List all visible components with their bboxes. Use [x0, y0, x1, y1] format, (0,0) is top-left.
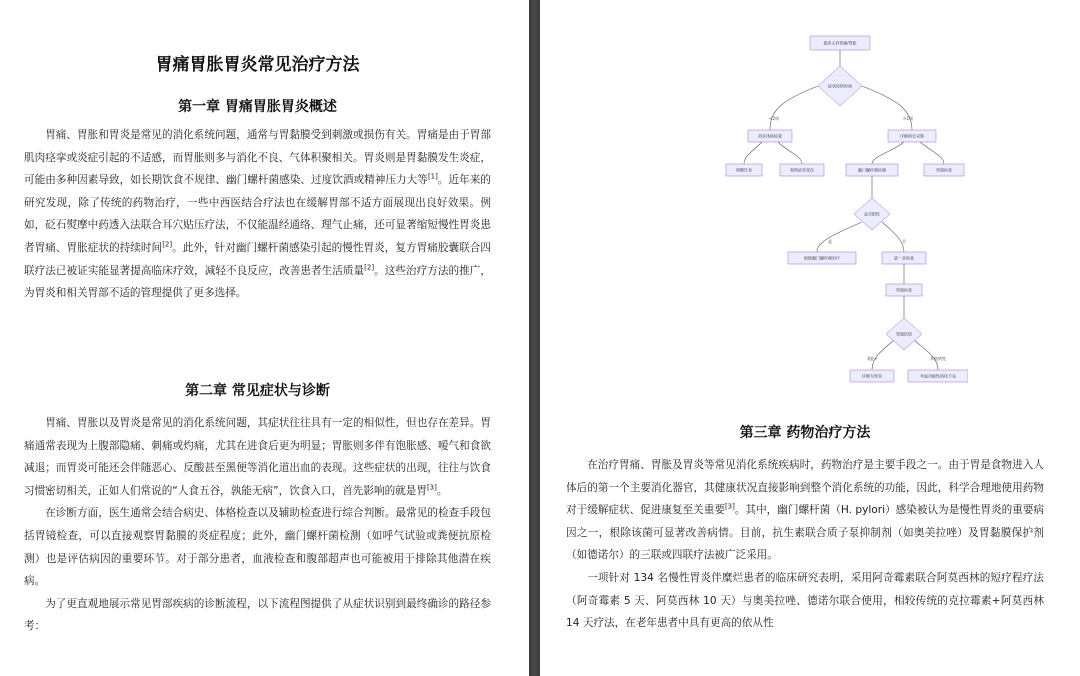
node-label: 症状持续时间 — [828, 83, 852, 89]
flowchart-node-start — [810, 36, 870, 50]
chapter-3 — [566, 422, 1044, 635]
node-label: 患者主诉胃痛/胃胀 — [823, 40, 857, 46]
flowchart-decision-duration — [818, 66, 862, 106]
edge-label: 炎症+ — [866, 356, 878, 361]
text-run: 。近年来的研究发现，除了传统的药物治疗，一些中西医结合疗法也在缓解胃部不适方面展现出良好效果。例如，砭石熨摩中药透入法联合耳穴贴压疗法，不仅能温经通络、理气止痛，还可显著缩短慢性胃炎患者胃痛、胃胀症状的持续时间 — [24, 174, 492, 254]
text-run: 。这些治疗方法的推广，为胃炎和相关胃部不适的管理提供了更多选择。 — [24, 264, 492, 300]
edge-label: 否 — [902, 239, 906, 244]
chapter-2-heading: 第二章 常见症状与诊断 — [185, 383, 330, 399]
flowchart-decision-result — [886, 318, 922, 350]
flowchart-decision-positive — [854, 198, 890, 230]
flowchart-node-further2 — [882, 252, 926, 264]
edge-positive-eradicate — [817, 222, 862, 252]
edge-duration-further — [862, 86, 912, 130]
edge-label: <2周 — [769, 116, 779, 121]
flowchart-node-diet — [726, 164, 762, 176]
edge-duration-initial — [770, 86, 818, 130]
node-label: 幽门螺杆菌检测 — [858, 167, 886, 173]
edge-further-gastroscopy — [920, 142, 944, 164]
flowchart-node-hp-test — [846, 164, 898, 176]
node-label: 是否阳性 — [864, 211, 880, 217]
node-label: 进一步检查 — [894, 255, 914, 261]
edge-label: 是 — [828, 239, 832, 244]
citation-ref[interactable]: [3] — [724, 502, 735, 511]
flowchart-node-initial — [748, 130, 792, 142]
edge-label: 其他病变 — [930, 356, 946, 361]
flowchart-node-observe — [780, 164, 824, 176]
chapter-3-paragraph-1 — [566, 454, 1044, 567]
text-run: 。 — [436, 484, 448, 497]
chapter-2-paragraph-1 — [24, 412, 491, 502]
chapter-3-heading: 第三章 药物治疗方法 — [739, 425, 871, 441]
flowchart-node-diagnose — [850, 370, 894, 382]
chapter-3-paragraph-2: 一项针对 134 名慢性胃炎伴糜烂患者的临床研究表明，采用阿奇霉素联合阿莫西林的短疗程疗法（阿奇霉素 5 天、阿莫西林 10 天）与奥美拉唑、德诺尔联合使用，相较传统的克拉霉素+阿莫西林 14 天疗法，在老年患者中具有更高的依从性 — [566, 571, 1044, 630]
text-run: 胃痛、胃胀以及胃炎是常见的消化系统问题，其症状往往具有一定的相似性，但也存在差异。胃痛通常表现为上腹部隐痛、刺痛或灼痛，尤其在进食后更为明显；胃胀则多伴有饱胀感、嗳气和食欲减退；而胃炎可能还会伴随恶心、反酸甚至黑便等消化道出血的表现。这些症状的出现，往往与饮食习惯密切相关，正如人们常说的“人食五谷，孰能无病”，饮食入口，首先影响的就是胃 — [24, 417, 491, 497]
chapter-2-paragraph-2: 在诊断方面，医生通常会结合病史、体格检查以及辅助检查进行综合判断。最常见的检查手段包括胃镜检查，可以直接观察胃黏膜的炎症程度；此外，幽门螺杆菌检测（如呼气试验或粪便抗原检测）也是评估病因的重要环节。对于部分患者，血液检查和腹部超声也可能被用于排除其他潜在疾病。 — [24, 507, 491, 588]
document-page-left — [0, 0, 529, 676]
text-run: 胃痛、胃胀和胃炎是常见的消化系统问题，通常与胃黏膜受到刺激或损伤有关。胃痛是由于胃部肌肉痉挛或炎症引起的不适感，而胃胀则多与消化不良、气体积聚相关。胃炎则是胃黏膜发生炎症，可能由多种因素导致，如长期饮食不规律、幽门螺杆菌感染、过度饮酒或精神压力大等 — [24, 129, 491, 187]
node-label: 初步体格检查 — [758, 133, 782, 139]
text-run: 。其中，幽门螺杆菌（H. pylori）感染被认为是慢性胃炎的重要病因之一，根除该菌可显著改善病情。目前，抗生素联合质子泵抑制剂（如奥美拉唑）及胃黏膜保护剂（如德诺尔）的三联或四联疗法被广泛采用。 — [566, 504, 1045, 562]
flowchart-node-eradicate — [788, 252, 856, 264]
citation-ref[interactable]: [1] — [427, 172, 438, 181]
citation-ref[interactable]: [2] — [364, 263, 375, 272]
node-label: 胃镜结果 — [896, 331, 912, 337]
node-label: 调整饮食 — [736, 167, 752, 173]
flowchart-node-gastroscopy — [924, 164, 964, 176]
node-label: 胃镜检查 — [896, 287, 912, 293]
edge-positive-further2 — [882, 222, 904, 252]
flowchart-node-further — [888, 130, 936, 142]
edge-initial-observe — [778, 142, 802, 164]
chapter-1-heading: 第一章 胃痛胃胀胃炎概述 — [178, 99, 337, 115]
flowchart-node-endoscopy — [886, 284, 922, 296]
document-title: 胃痛胃胀胃炎常见治疗方法 — [155, 55, 360, 75]
citation-ref[interactable]: [3] — [426, 483, 437, 492]
edge-initial-diet — [744, 142, 762, 164]
edge-label: >2周 — [903, 116, 913, 121]
edge-result-refer — [914, 340, 938, 370]
flowchart-node-refer — [908, 370, 968, 382]
edge-result-diagnose — [872, 340, 894, 370]
diagnosis-flowchart — [722, 30, 968, 392]
document-title-block — [24, 50, 491, 75]
node-label: 观察症状变化 — [790, 167, 814, 173]
node-label: 根除幽门螺杆菌治疗 — [804, 255, 840, 261]
citation-ref[interactable]: [2] — [162, 240, 173, 249]
node-label: 诊断为胃炎 — [862, 373, 882, 379]
chapter-2 — [24, 380, 491, 638]
chapter-1 — [24, 96, 491, 305]
node-label: 胃镜检查 — [936, 167, 952, 173]
node-label: 考虑功能性消化不良 — [920, 373, 956, 379]
edge-further-hp — [872, 142, 904, 164]
text-run: 。此外，针对幽门螺杆菌感染引起的慢性胃炎，复方胃痛胶囊联合四联疗法已被证实能显著提高临床疗效，减轻不良反应，改善患者生活质量 — [24, 241, 491, 277]
node-label: 详细病史采集 — [900, 133, 924, 139]
chapter-1-paragraph — [24, 124, 491, 305]
chapter-2-paragraph-3: 为了更直观地展示常见胃部疾病的诊断流程，以下流程图提供了从症状识别到最终确诊的路径参考： — [24, 597, 491, 633]
text-run: 在治疗胃痛、胃胀及胃炎等常见消化系统疾病时，药物治疗是主要手段之一。由于胃是食物进入人体后的第一个主要消化器官，其健康状况直接影响到整个消化系统的功能，因此，科学合理地使用药物对于缓解症状、促进康复至关重要 — [566, 459, 1044, 517]
page-gutter — [529, 0, 540, 676]
